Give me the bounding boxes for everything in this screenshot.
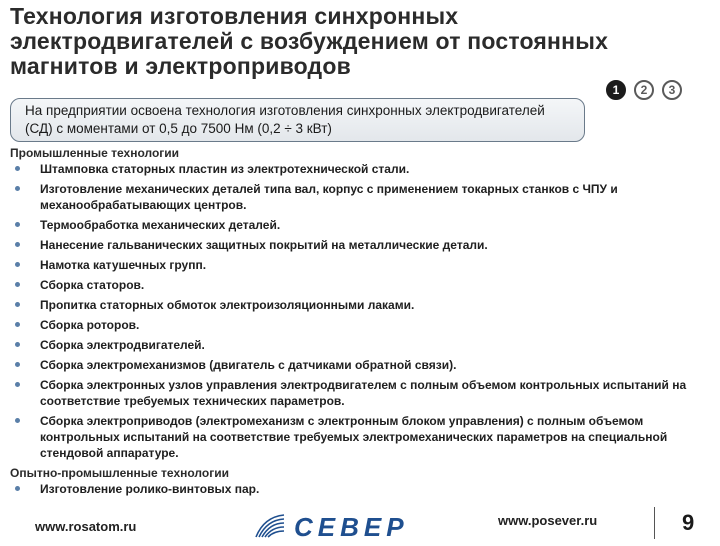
list-item-text: Намотка катушечных групп.: [40, 258, 207, 272]
bullet-icon: [15, 302, 20, 307]
bullet-icon: [15, 418, 20, 423]
bullet-icon: [15, 242, 20, 247]
bullet-icon: [15, 222, 20, 227]
page-number: 9: [682, 510, 695, 535]
list-item-text: Изготовление ролико-винтовых пар.: [40, 482, 260, 496]
bullet-icon: [15, 486, 20, 491]
footer: [0, 505, 720, 540]
page-title: Технология изготовления синхронных электродвигателей с возбуждением от постоянных магнитов и электроприводов: [10, 3, 609, 79]
bullet-list-pilot: [10, 481, 715, 497]
logo-wordmark: СЕВЕР: [294, 512, 409, 541]
list-item: [10, 413, 715, 461]
pager-item-2[interactable]: 2: [634, 80, 654, 100]
list-item-text: Сборка электронных узлов управления электродвигателем с полным объемом контрольных испытаний на соответствие требуемых технических параметров.: [40, 378, 687, 408]
list-item: [10, 317, 715, 333]
pager-item-1[interactable]: 1: [606, 80, 626, 100]
list-item: [10, 277, 715, 293]
list-item: [10, 161, 715, 177]
summary-callout: На предприятии освоена технология изготовления синхронных электродвигателей (СД) с моментами от 0,5 до 7500 Нм (0,2 ÷ 3 кВт): [10, 98, 585, 142]
list-item: [10, 337, 715, 353]
bullet-icon: [15, 262, 20, 267]
list-item: [10, 257, 715, 273]
sever-logo: [250, 511, 480, 546]
list-item-text: Сборка электроприводов (электромеханизм с электронным блоком управления) с полным объемом контрольных испытаний на соответствие требуемых электромеханических параметров на специальной стендовой аппаратуре.: [40, 414, 668, 460]
list-item: [10, 297, 715, 313]
list-item: [10, 357, 715, 373]
list-item-text: Пропитка статорных обмоток электроизоляционными лаками.: [40, 298, 415, 312]
sever-logo-graphic: [250, 511, 480, 541]
content-body: [10, 145, 715, 501]
list-item: [10, 217, 715, 233]
bullet-list-industrial: [10, 161, 715, 461]
rosatom-link[interactable]: www.rosatom.ru: [35, 519, 137, 534]
section-heading-pilot: Опытно-промышленные технологии: [10, 466, 229, 480]
bullet-icon: [15, 342, 20, 347]
list-item: [10, 181, 715, 213]
bullet-icon: [15, 166, 20, 171]
list-item-text: Изготовление механических деталей типа вал, корпус с применением токарных станков с ЧПУ и механообрабатывающих центров.: [40, 182, 618, 212]
list-item-text: Сборка электромеханизмов (двигатель с датчиками обратной связи).: [40, 358, 457, 372]
bullet-icon: [15, 382, 20, 387]
list-item: [10, 377, 715, 409]
list-item: [10, 237, 715, 253]
bullet-icon: [15, 186, 20, 191]
list-item: [10, 481, 715, 497]
list-item-text: Сборка статоров.: [40, 278, 145, 292]
footer-divider: [654, 507, 655, 539]
bullet-icon: [15, 282, 20, 287]
section-heading-industrial: Промышленные технологии: [10, 146, 180, 160]
pager-item-3[interactable]: 3: [662, 80, 682, 100]
list-item-text: Сборка электродвигателей.: [40, 338, 205, 352]
bullet-icon: [15, 362, 20, 367]
list-item-text: Штамповка статорных пластин из электротехнической стали.: [40, 162, 410, 176]
list-item-text: Нанесение гальванических защитных покрытий на металлические детали.: [40, 238, 488, 252]
list-item-text: Сборка роторов.: [40, 318, 140, 332]
list-item-text: Термообработка механических деталей.: [40, 218, 281, 232]
posever-link[interactable]: www.posever.ru: [498, 513, 598, 528]
bullet-icon: [15, 322, 20, 327]
slide-pager: [606, 80, 682, 100]
